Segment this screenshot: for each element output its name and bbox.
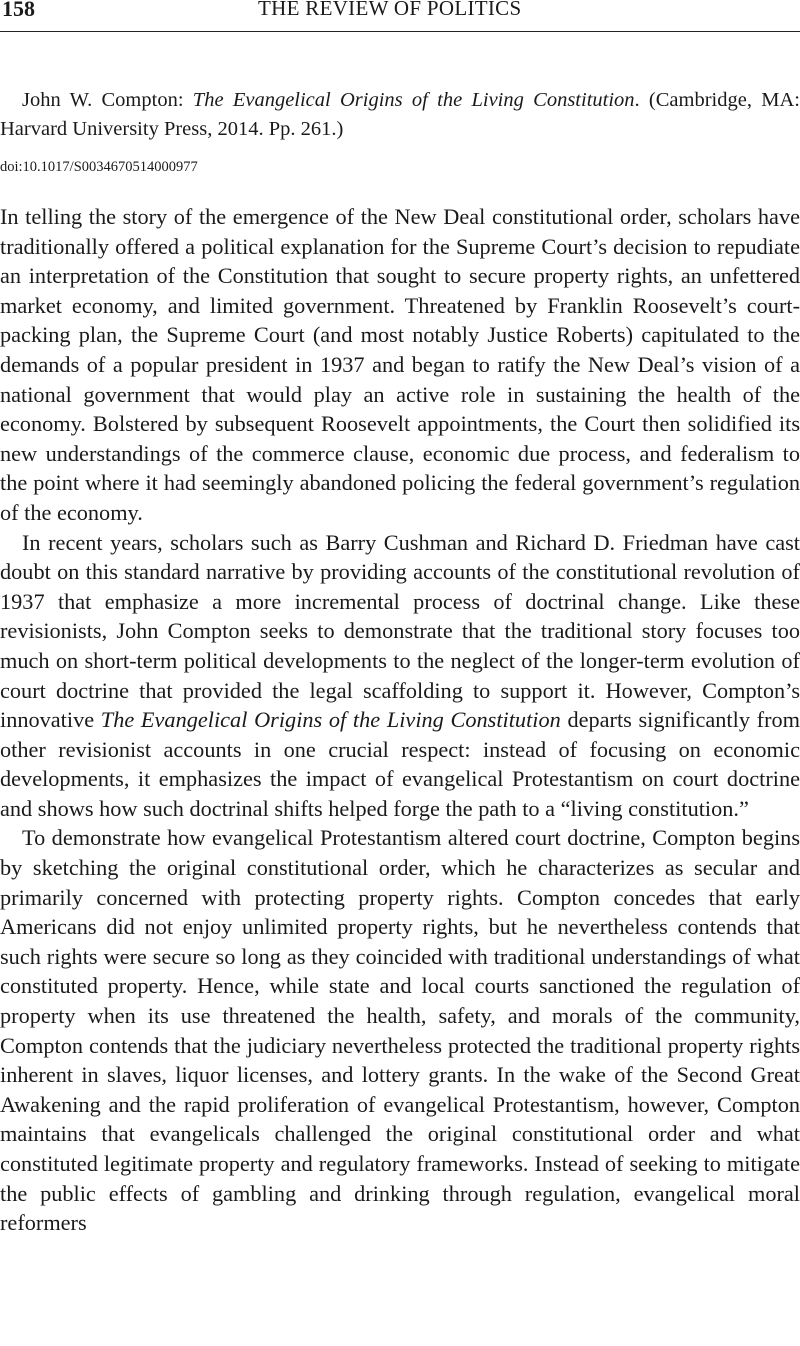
book-citation: [0, 86, 800, 144]
review-body: [0, 202, 800, 1238]
paragraph-2-book-title: The Evangelical Origins of the Living Constitution: [100, 707, 561, 733]
paragraph-2-text-a: In recent years, scholars such as Barry Cushman and Richard D. Friedman have cast doubt on this standard narrative by providing accounts of the constitutional revolution of 1937 that emphasize a more incremental process of doctrinal change. Like these revisionists, John Compton seeks to demonstrate that the traditional story focuses too much on short-term political developments to the neglect of the longer-term evolution of court doctrine that provided the legal scaffolding to support it. However, Compton’s innovative: [0, 529, 800, 733]
citation-author: John W. Compton:: [22, 89, 193, 111]
paragraph-2: [0, 528, 800, 824]
citation-title: The Evangelical Origins of the Living Constitution: [192, 89, 635, 111]
citation-details: . (Cambridge, MA: Harvard University Press, 2014. Pp. 261.): [0, 89, 800, 140]
paragraph-1: In telling the story of the emergence of the New Deal constitutional order, scholars have traditionally offered a political explanation for the Supreme Court’s decision to repudiate an interpretation of the Constitution that sought to secure property rights, an unfettered market economy, and limited government. Threatened by Franklin Roosevelt’s court-packing plan, the Supreme Court (and most notably Justice Roberts) capitulated to the demands of a popular president in 1937 and began to ratify the New Deal’s vision of a national government that would play an active role in sustaining the health of the economy. Bolstered by subsequent Roosevelt appointments, the Court then solidified its new understandings of the commerce clause, economic due process, and federalism to the point where it had seemingly abandoned policing the federal government’s regulation of the economy.: [0, 204, 800, 525]
paragraph-2-text-b: departs significantly from other revisionist accounts in one crucial respect: instead of focusing on economic developments, it emphasizes the impact of evangelical Protestantism on court doctrine and shows how such doctrinal shifts helped forge the path to a “living constitution.”: [0, 707, 800, 821]
running-head: THE REVIEW OF POLITICS: [258, 0, 522, 20]
doi-line: doi:10.1017/S0034670514000977: [0, 159, 198, 175]
page-number: 158: [2, 0, 35, 21]
page-header: [0, 0, 800, 34]
paragraph-3: To demonstrate how evangelical Protestantism altered court doctrine, Compton begins by sketching the original constitutional order, which he characterizes as secular and primarily concerned with protecting property rights. Compton concedes that early Americans did not enjoy unlimited property rights, but he nevertheless contends that such rights were secure so long as they coincided with traditional understandings of what constituted property. Hence, while state and local courts sanctioned the regulation of property when its use threatened the health, safety, and morals of the community, Compton contends that the judiciary nevertheless protected the traditional property rights inherent in slaves, liquor licenses, and lottery grants. In the wake of the Second Great Awakening and the rapid proliferation of evangelical Protestantism, however, Compton maintains that evangelicals challenged the original constitutional order and what constituted legitimate property and regulatory frameworks. Instead of seeking to mitigate the public effects of gambling and drinking through regulation, evangelical moral reformers: [0, 825, 800, 1236]
header-rule: [0, 31, 800, 32]
